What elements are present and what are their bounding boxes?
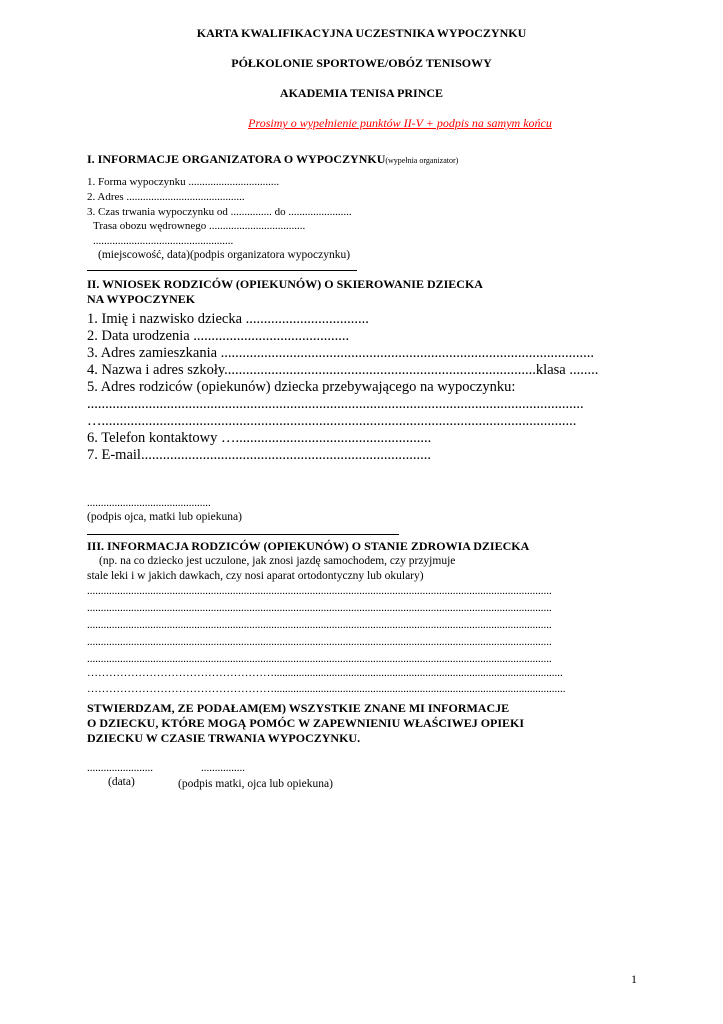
declaration-line-3: DZIECKU W CZASIE TRWANIA WYPOCZYNKU. — [87, 731, 361, 745]
declaration-line-2: O DZIECKU, KTÓRE MOGĄ POMÓC W ZAPEWNIENIU WŁAŚCIWEJ OPIEKI — [87, 716, 525, 730]
form-subtitle: PÓŁKOLONIE SPORTOWE/OBÓZ TENISOWY — [231, 56, 492, 70]
date-caption: (data) — [108, 776, 135, 788]
email-field[interactable]: 7. E-mail................................................................................ — [87, 447, 431, 463]
health-info-line-5[interactable]: ......................................................................................................................................................................... — [87, 653, 552, 665]
parents-address-line-2[interactable]: …................................................................................................................................... — [87, 413, 577, 429]
birth-date-field[interactable]: 2. Data urodzenia ........................................... — [87, 328, 350, 344]
declaration-line-1: STWIERDZAM, ZE PODAŁAM(EM) WSZYSTKIE ZNANE MI INFORMACJE — [87, 701, 510, 715]
parents-address-label: 5. Adres rodziców (opiekunów) dziecka przebywającego na wypoczynku: — [87, 379, 516, 395]
section-3-description-line-1: (np. na co dziecko jest uczulone, jak znosi jazdę samochodem, czy przyjmuje — [99, 555, 456, 567]
final-signature-dots[interactable]: ................ — [201, 762, 245, 774]
section-divider — [87, 534, 399, 535]
section-1-title: I. INFORMACJE ORGANIZATORA O WYPOCZYNKU — [87, 152, 386, 166]
section-3-description-line-2: stale leki i w jakich dawkach, czy nosi aparat ortodontyczny lub okulary) — [87, 570, 424, 582]
parents-address-line-1[interactable]: ......................................................................................................................................... — [87, 396, 584, 412]
section-1-signature-dots[interactable]: ................................................... — [93, 235, 234, 247]
section-1-item-duration[interactable]: 3. Czas trwania wypoczynku od ............... do ....................... — [87, 206, 352, 218]
parent-signature-caption: (podpis ojca, matki lub opiekuna) — [87, 511, 242, 523]
section-1-heading — [87, 152, 458, 167]
section-1-item-form[interactable]: 1. Forma wypoczynku ................................. — [87, 176, 280, 188]
health-info-line-4[interactable]: ......................................................................................................................................................................... — [87, 636, 552, 648]
section-1-item-route[interactable]: Trasa obozu wędrownego ................................... — [93, 220, 306, 232]
school-field[interactable]: 4. Nazwa i adres szkoły......................................................................................klasa ........ — [87, 362, 599, 378]
section-2-heading-line-1: II. WNIOSEK RODZICÓW (OPIEKUNÓW) O SKIEROWANIE DZIECKA — [87, 277, 483, 291]
section-1-heading-note: (wypełnia organizator) — [385, 156, 459, 165]
section-divider — [87, 270, 357, 271]
page-number: 1 — [631, 972, 637, 986]
section-1-item-address[interactable]: 2. Adres ........................................... — [87, 191, 245, 203]
health-info-line-6[interactable]: ……………………………………………......................................................................................................... — [87, 667, 563, 679]
date-dots[interactable]: ........................ — [87, 762, 153, 774]
form-title: KARTA KWALIFIKACYJNA UCZESTNIKA WYPOCZYNKU — [196, 26, 527, 40]
section-3-heading: III. INFORMACJA RODZICÓW (OPIEKUNÓW) O STANIE ZDROWIA DZIECKA — [87, 539, 530, 553]
phone-field[interactable]: 6. Telefon kontaktowy …...................................................... — [87, 430, 432, 446]
child-name-field[interactable]: 1. Imię i nazwisko dziecka .................................. — [87, 311, 369, 327]
health-info-line-2[interactable]: ......................................................................................................................................................................... — [87, 602, 552, 614]
health-info-line-7[interactable]: …………………………………………….......................................................................................................... — [87, 683, 566, 695]
health-info-line-1[interactable]: ......................................................................................................................................................................... — [87, 585, 552, 597]
health-info-line-3[interactable]: ......................................................................................................................................................................... — [87, 619, 552, 631]
organizer-name: AKADEMIA TENISA PRINCE — [279, 86, 444, 100]
section-1-signature-caption: (miejscowość, data)(podpis organizatora wypoczynku) — [98, 249, 351, 261]
parent-signature-dots[interactable]: ............................................. — [87, 497, 211, 509]
home-address-field[interactable]: 3. Adres zamieszkania ....................................................................................................... — [87, 345, 595, 361]
final-signature-caption: (podpis matki, ojca lub opiekuna) — [178, 778, 333, 790]
section-2-heading-line-2: NA WYPOCZYNEK — [87, 292, 196, 306]
request-note: Prosimy o wypełnienie punktów II-V + podpis na samym końcu — [248, 116, 552, 130]
